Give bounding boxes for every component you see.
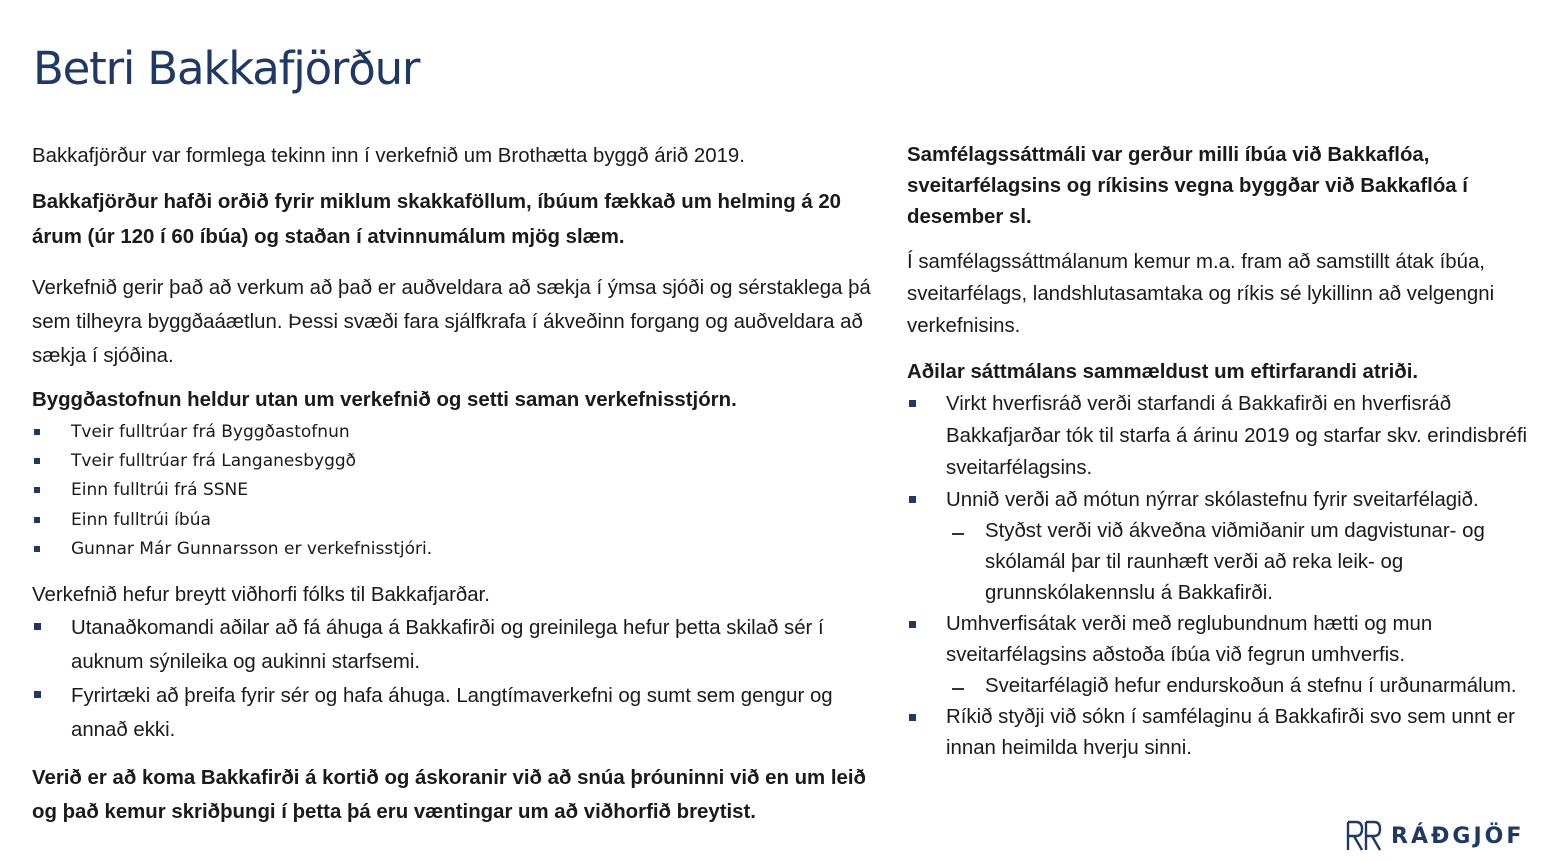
list-item: Gunnar Már Gunnarsson er verkefnisstjóri. [32,535,892,564]
list-item: Ríkið styðji við sókn í samfélaginu á Bakkafirði svo sem unnt er innan heimilda hverju sinni. [907,702,1537,764]
list-item: Fyrirtæki að þreifa fyrir sér og hafa áhuga. Langtímaverkefni og sumt sem gengur og annað ekki. [32,679,892,747]
list-item: Einn fulltrúi frá SSNE [32,476,892,505]
intro-paragraph: Bakkafjörður var formlega tekinn inn í verkefnið um Brothætta byggð árið 2019. [32,145,745,167]
right-column [907,140,1537,764]
attitude-paragraph: Verkefnið hefur breytt viðhorfi fólks til Bakkafjarðar. [32,584,490,607]
covenant-content-paragraph: Í samfélagssáttmálanum kemur m.a. fram að samstillt átak íbúa, sveitarfélags, landshlutasamtaka og ríkis sé lykillinn að velgengni verkefnisins. [907,251,1495,337]
left-column [32,140,892,829]
list-item: Umhverfisátak verði með reglubundnum hætti og mun sveitarfélagsins aðstoða íbúa við fegrun umhverfis. [907,609,1537,671]
rr-logo-icon [1346,820,1382,852]
list-item: Tveir fulltrúar frá Byggðastofnun [32,418,892,447]
benefits-paragraph: Verkefnið gerir það að verkum að það er auðveldara að sækja í ýmsa sjóði og sérstaklega þá sem tilheyra byggðaáætlun. Þessi svæði fara sjálfkrafa í ákveðinn forgang og auðveldara að sækja í sjóðina. [32,277,871,367]
closing-paragraph: Verið er að koma Bakkafirði á kortið og áskoranir við að snúa þróuninni við en um leið og það kemur skriðþungi í þetta þá eru væntingar um að viðhorfið breytist. [32,767,866,824]
effects-list [32,611,892,747]
list-item: Unnið verði að mótun nýrrar skólastefnu fyrir sveitarfélagið. [907,484,1537,516]
sub-list-item: Styðst verði við ákveðna viðmiðanir um dagvistunar- og skólamál þar til raunhæft verði að reka leik- og grunnskólakennslu á Bakkafirði. [907,516,1537,609]
sub-list-item: Sveitarfélagið hefur endurskoðun á stefnu í urðunarmálum. [907,671,1537,702]
agreement-heading: Aðilar sáttmálans sammældust um eftirfarandi atriði. [907,361,1419,383]
page-title: Betri Bakkafjörður [33,42,420,96]
situation-paragraph: Bakkafjörður hafði orðið fyrir miklum skakkaföllum, íbúum fækkað um helming á 20 árum (úr 120 í 60 íbúa) og staðan í atvinnumálum mjög slæm. [32,191,842,248]
committee-heading: Byggðastofnun heldur utan um verkefnið og setti saman verkefnisstjórn. [32,389,737,411]
list-item: Virkt hverfisráð verði starfandi á Bakkafirði en hverfisráð Bakkafjarðar tók til starfa á árinu 2019 og starfar skv. erindisbréfi sveitarfélagsins. [907,388,1537,484]
agreement-list [907,388,1537,764]
committee-list [32,418,892,564]
list-item: Tveir fulltrúar frá Langanesbyggð [32,447,892,476]
logo-text: RÁÐGJÖF [1391,823,1525,849]
covenant-paragraph: Samfélagssáttmáli var gerður milli íbúa við Bakkaflóa, sveitarfélagsins og ríkisins vegna byggðar við Bakkaflóa í desember sl. [907,144,1468,228]
list-item: Einn fulltrúi íbúa [32,506,892,535]
list-item: Utanaðkomandi aðilar að fá áhuga á Bakkafirði og greinilega hefur þetta skilað sér í auknum sýnileika og aukinni starfsemi. [32,611,892,679]
radgjof-logo [1346,820,1524,852]
